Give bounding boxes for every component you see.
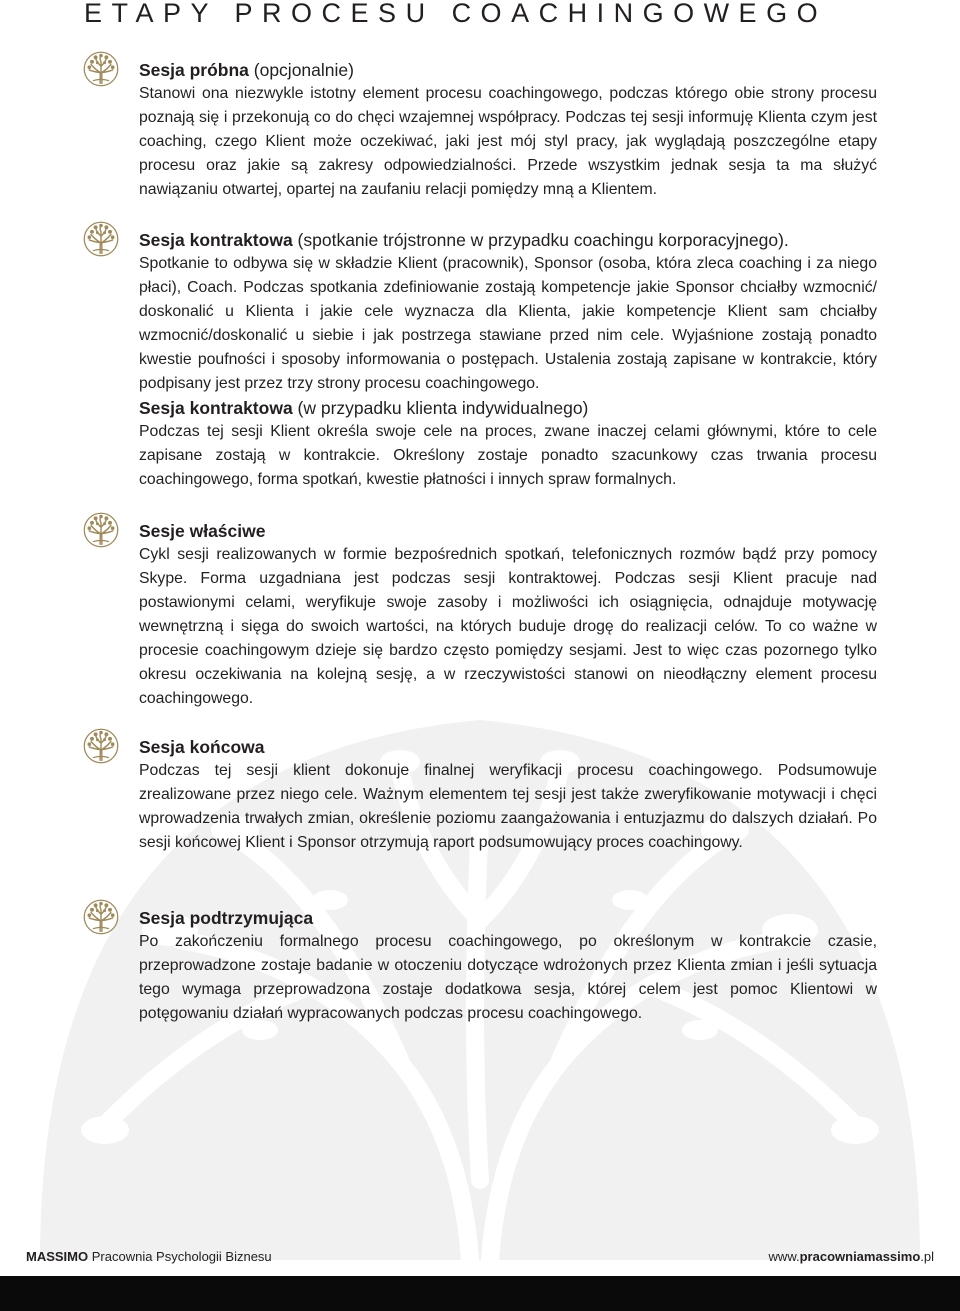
footer-bar — [0, 1276, 960, 1311]
section-paragraph: Stanowi ona niezwykle istotny element procesu coachingowego, podczas którego obie strony procesu poznają się i przekonują co do chęci wzajemnej współpracy. Podczas tej sesji informuję Klienta czym jest coaching, czego Klient może oczekiwać, jaki jest mój styl pracy, jak wyglądają poszczególne etapy procesu oraz jakie są zakresy odpowiedzialności. Przede wszystkim jednak sesja ta ma służyć nawiązaniu otwartej, opartej na zaufaniu relacji pomiędzy mną a Klientem. — [139, 85, 877, 198]
section-content — [139, 519, 877, 711]
tree-logo-icon — [83, 728, 119, 764]
section-content — [139, 228, 877, 492]
section-content — [139, 906, 877, 1026]
footer-brand: MASSIMO Pracownia Psychologii Biznesu — [26, 1249, 272, 1264]
tree-logo-icon — [83, 221, 119, 257]
section-paragraph: Podczas tej sesji klient dokonuje finalnej weryfikacji procesu coachingowego. Podsumowuje zrealizowane przez niego cele. Ważnym elementem tej sesji jest także zweryfikowanie motywacji i chęci wprowadzenia trwałych zmian, określenie poziomu zaangażowania i entuzjazmu do dalszych działań. Po sesji końcowej Klient i Sponsor otrzymują raport podsumowujący proces coachingowy. — [139, 762, 877, 851]
section-paragraph: Spotkanie to odbywa się w składzie Klient (pracownik), Sponsor (osoba, która zleca coaching i za niego płaci), Coach. Podczas spotkania zdefiniowanie zostają kompetencje jakie Sponsor chciałby wzmocnić/ doskonalić u Klienta i jakie cele wyznacza dla Klienta, jakie kompetencje Klient sam chciałby wzmocnić/doskonalić u siebie i jak postrzega stawiane przed nim cele. Wyjaśnione zostają ponadto kwestie poufności i sposoby informowania o postępach. Ustalenia zostają zapisane w kontrakcie, który podpisany jest przez trzy strony procesu coachingowego. — [139, 255, 877, 392]
footer-website-link[interactable]: www.pracowniamassimo.pl — [768, 1249, 934, 1264]
tree-logo-icon — [83, 512, 119, 548]
section-heading: Sesje właściwe — [139, 521, 266, 541]
section-heading: Sesja próbna (opcjonalnie) — [139, 60, 354, 80]
section-paragraph: Cykl sesji realizowanych w formie bezpośrednich spotkań, telefonicznych rozmów bądź przy pomocy Skype. Forma uzgadniana jest podczas sesji kontraktowej. Podczas sesji Klient pracuje nad postawionymi celami, weryfikuje swoje zasoby i możliwości ich osiągnięcia, odnajduje motywację wewnętrzną i sięga do swoich wartości, na których buduje drogę do realizacji celów. To co ważne w procesie coachingowym dzieje się bardzo często pomiędzy sesjami. Jest to więc czas pozornego tylko okresu oczekiwania na kolejną sesję, a w rzeczywistości stanowi on nieodłączny element procesu coachingowego. — [139, 546, 877, 707]
section-content — [139, 735, 877, 855]
tree-logo-icon — [83, 899, 119, 935]
section-subheading: Sesja kontraktowa (w przypadku klienta indywidualnego) — [139, 398, 589, 418]
section-heading: Sesja kontraktowa (spotkanie trójstronne w przypadku coachingu korporacyjnego). — [139, 230, 789, 250]
section-heading: Sesja podtrzymująca — [139, 908, 314, 928]
section-content — [139, 58, 877, 202]
page-title: ETAPY PROCESU COACHINGOWEGO — [84, 0, 828, 28]
section-heading: Sesja końcowa — [139, 737, 265, 757]
section-paragraph-2: Podczas tej sesji Klient określa swoje cele na proces, zwane inaczej celami głównymi, które to cele zapisane zostają w kontrakcie. Określony zostaje ponadto szacunkowy czas trwania procesu coachingowego, forma spotkań, kwestie płatności i innych spraw formalnych. — [139, 423, 877, 488]
tree-logo-icon — [83, 51, 119, 87]
section-paragraph: Po zakończeniu formalnego procesu coachingowego, po określonym w kontrakcie czasie, przeprowadzone zostaje badanie w otoczeniu dotyczące wdrożonych przez Klienta zmian i jeśli sytuacja tego wymaga przeprowadzona zostaje dodatkowa sesja, której celem jest pomoc Klientowi w potęgowaniu działań wypracowanych podczas procesu coachingowego. — [139, 933, 877, 1022]
